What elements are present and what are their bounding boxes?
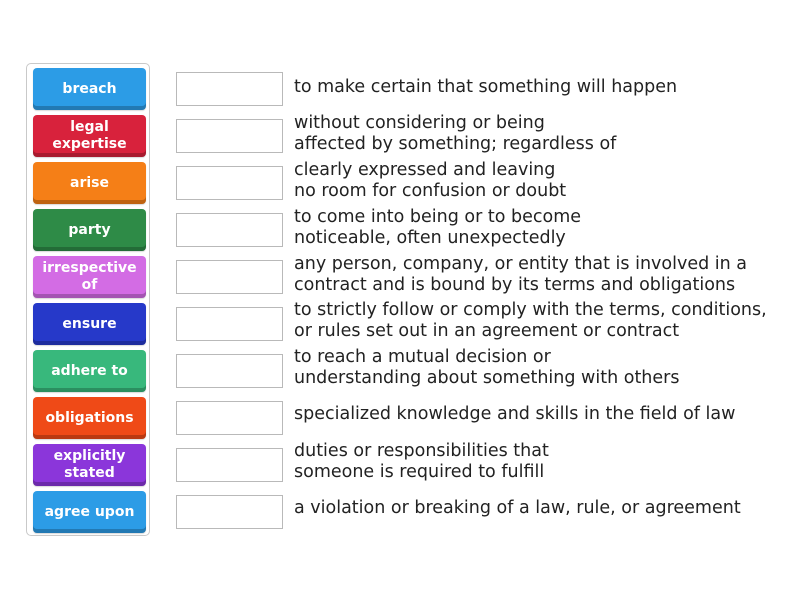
drop-box[interactable] — [176, 354, 283, 388]
tile-breach[interactable]: breach — [33, 68, 146, 110]
drop-box[interactable] — [176, 213, 283, 247]
tile-arise[interactable]: arise — [33, 162, 146, 204]
definition-text: to strictly follow or comply with the terms, conditions, or rules set out in an agreement or contract — [294, 300, 767, 341]
tile-explicitly-stated[interactable]: explicitly stated — [33, 444, 146, 486]
tile-party[interactable]: party — [33, 209, 146, 251]
definition-text: a violation or breaking of a law, rule, or agreement — [294, 498, 741, 518]
drop-box[interactable] — [176, 260, 283, 294]
tile-irrespective-of[interactable]: irrespective of — [33, 256, 146, 298]
drop-box[interactable] — [176, 307, 283, 341]
definition-text: any person, company, or entity that is involved in a contract and is bound by its terms and obligations — [294, 254, 748, 295]
tile-ensure[interactable]: ensure — [33, 303, 146, 345]
tile-adhere-to[interactable]: adhere to — [33, 350, 146, 392]
tile-tray — [26, 63, 150, 536]
definition-text: duties or responsibilities that someone is required to fulfill — [294, 441, 549, 482]
definition-text: to reach a mutual decision or understanding about something with others — [294, 347, 680, 388]
drop-box[interactable] — [176, 166, 283, 200]
definition-text: to make certain that something will happen — [294, 77, 678, 97]
drop-box[interactable] — [176, 401, 283, 435]
drop-box[interactable] — [176, 72, 283, 106]
drop-box[interactable] — [176, 448, 283, 482]
definition-text: without considering or being affected by something; regardless of — [294, 113, 617, 154]
definition-text: specialized knowledge and skills in the field of law — [294, 404, 736, 424]
definition-text: to come into being or to become noticeable, often unexpectedly — [294, 207, 582, 248]
tile-legal-expertise[interactable]: legal expertise — [33, 115, 146, 157]
tile-agree-upon[interactable]: agree upon — [33, 491, 146, 533]
tile-obligations[interactable]: obligations — [33, 397, 146, 439]
drop-box[interactable] — [176, 495, 283, 529]
drop-box[interactable] — [176, 119, 283, 153]
definition-text: clearly expressed and leaving no room for confusion or doubt — [294, 160, 567, 201]
